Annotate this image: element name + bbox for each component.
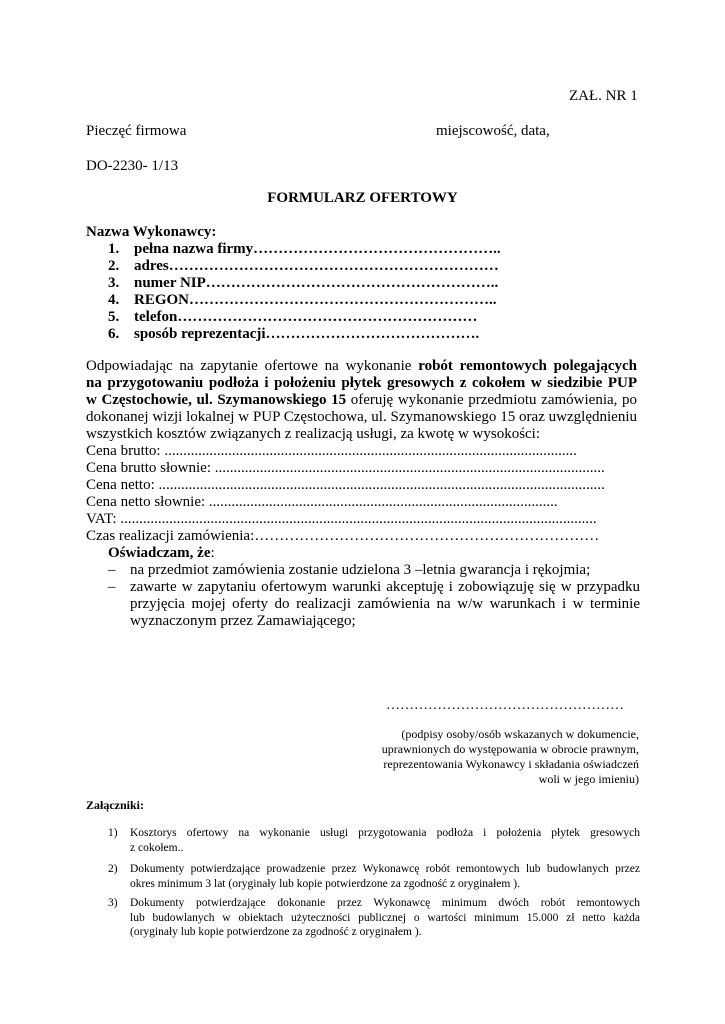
- net-price-field[interactable]: Cena netto: .......................................................................................................................: [86, 477, 605, 493]
- attachments-heading: Załączniki:: [86, 798, 145, 812]
- declaration-dash-2: –: [108, 579, 116, 595]
- offer-paragraph: [86, 358, 637, 443]
- attachment-3-number: 3): [108, 897, 118, 909]
- signature-caption-line-3: reprezentowania Wykonawcy i składania oświadczeń: [383, 757, 639, 771]
- attachment-2-line-2: okres minimum 3 lat (oryginały lub kopie potwierdzone za zgodność z oryginałem ).: [130, 877, 520, 890]
- net-price-words-field[interactable]: Cena netto słownie: .............................................................................................: [86, 494, 558, 510]
- contractor-field-number: 4.: [108, 292, 120, 308]
- contractor-field-label: adres…………………………………………………………: [134, 258, 499, 274]
- attachment-1-number: 1): [108, 827, 118, 839]
- contractor-field-3[interactable]: [108, 275, 501, 292]
- contractor-fields-list: [108, 241, 501, 343]
- contractor-field-label: numer NIP…………………………………………………..: [134, 275, 499, 291]
- attachment-1-line-1: Kosztorys ofertowy na wykonanie usługi przygotowania podłoża i położenia płytek gresowych: [130, 827, 640, 839]
- contractor-field-label: REGON……………………………………………………..: [134, 292, 497, 308]
- contractor-field-4[interactable]: [108, 292, 501, 309]
- contractor-field-6[interactable]: [108, 326, 501, 343]
- declaration-item-2: [130, 579, 640, 630]
- contractor-field-5[interactable]: [108, 309, 501, 326]
- offer-line-3: w Częstochowie, ul. Szymanowskiego 15 oferuję wykonanie przedmiotu zamówienia, po: [86, 392, 638, 408]
- signature-caption-line-2: uprawnionych do występowania w obrocie prawnym,: [381, 742, 639, 756]
- attachment-2-number: 2): [108, 863, 118, 875]
- price-fields: [86, 443, 605, 545]
- contractor-field-number: 6.: [108, 326, 120, 342]
- contractor-field-1[interactable]: [108, 241, 501, 258]
- signature-caption-line-1: (podpisy osoby/osób wskazanych w dokumencie,: [401, 727, 639, 741]
- contractor-field-label: sposób reprezentacji…………………………………….: [134, 326, 480, 342]
- offer-line-1: Odpowiadając na zapytanie ofertowe na wykonanie robót remontowych polegających: [86, 358, 637, 374]
- contractor-field-number: 3.: [108, 275, 120, 291]
- signature-line: ……………………………………………: [386, 698, 624, 713]
- form-title: FORMULARZ OFERTOWY: [267, 190, 458, 206]
- offer-line-5: wszystkich kosztów związanych z realizacją usługi, za kwotę w wysokości:: [86, 426, 541, 442]
- attachment-3-line-3: (oryginały lub kopie potwierdzone za zgodność z oryginałem ).: [130, 926, 422, 938]
- attachment-number: ZAŁ. NR 1: [569, 88, 638, 104]
- completion-time-field[interactable]: Czas realizacji zamówienia:……………………………………………………………: [86, 528, 600, 544]
- contractor-field-number: 5.: [108, 309, 120, 325]
- declaration-dash-1: –: [108, 562, 116, 578]
- contractor-field-label: pełna nazwa firmy…………………………………………..: [134, 241, 501, 257]
- offer-line-4: dokonanej wizji lokalnej w PUP Częstochowa, ul. Szymanowskiego 15 oraz uwzględnieniu: [86, 409, 637, 425]
- declaration-item-1: na przedmiot zamówienia zostanie udzielona 3 –letnia gwarancja i rękojmia;: [130, 562, 591, 578]
- contractor-field-number: 2.: [108, 258, 120, 274]
- company-stamp-label: Pieczęć firmowa: [86, 123, 187, 139]
- attachment-2-line-1: Dokumenty potwierdzające prowadzenie przez Wykonawcę robót remontowych lub budowlanych przez: [130, 863, 640, 875]
- gross-price-field[interactable]: Cena brutto: ..............................................................................................................: [86, 443, 577, 459]
- declaration-heading: Oświadczam, że:: [108, 545, 215, 561]
- gross-price-words-field[interactable]: Cena brutto słownie: ........................................................................................................: [86, 460, 605, 476]
- declaration-item-2-line-2: przyjęcia mojej oferty do realizacji zamówienia na w/w warunkach i w terminie: [130, 596, 640, 612]
- contractor-field-label: telefon……………………………………………………: [134, 309, 478, 325]
- offer-line-2: na przygotowaniu podłoża i położeniu płytek gresowych z cokołem w siedzibie PUP: [86, 375, 637, 391]
- attachment-3-line-1: Dokumenty potwierdzające dokonanie przez Wykonawcę minimum dwóch robót remontowych: [130, 897, 640, 909]
- attachment-2: [130, 862, 640, 891]
- reference-number: DO-2230- 1/13: [86, 158, 179, 174]
- vat-field[interactable]: VAT: ...............................................................................................................................: [86, 511, 597, 527]
- attachment-1: [130, 826, 640, 855]
- attachment-3: [130, 896, 640, 940]
- attachment-3-line-2: lub budowlanych w obiektach użyteczności publicznej o wartości minimum 15.000 zł netto każda: [130, 911, 640, 924]
- contractor-field-number: 1.: [108, 241, 120, 257]
- contractor-field-2[interactable]: [108, 258, 501, 275]
- signature-caption-line-4: woli w jego imieniu): [538, 772, 639, 786]
- contractor-heading: Nazwa Wykonawcy:: [86, 224, 217, 240]
- declaration-item-2-line-3: wyznaczonym przez Zamawiającego;: [130, 613, 356, 629]
- signature-caption: [340, 727, 639, 787]
- attachment-1-line-2: z cokołem..: [130, 841, 184, 854]
- place-date-label: miejscowość, data,: [436, 123, 550, 139]
- declaration-item-2-line-1: zawarte w zapytaniu ofertowym warunki akceptuję i zobowiązuję się w przypadku: [130, 579, 640, 595]
